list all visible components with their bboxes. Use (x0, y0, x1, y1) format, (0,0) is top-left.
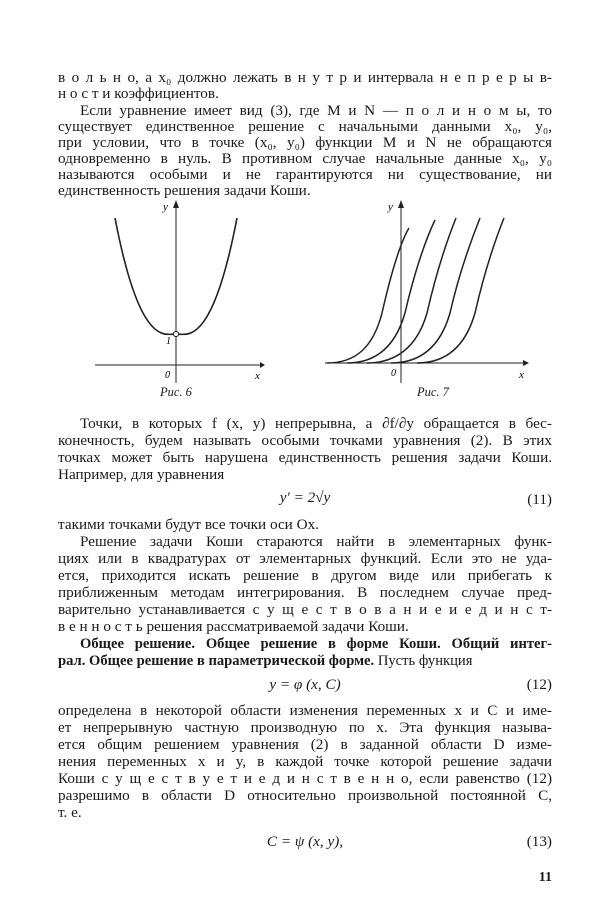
text-line: единственность решения задачи Коши. (58, 182, 311, 199)
text-line: варительно устанавливается с у щ е с т в о в а н и е и е д и н с т- (58, 601, 552, 618)
equation-number: (13) (526, 833, 552, 850)
text-line: нения переменных x и y, в каждой точке которой решение задачи (58, 753, 552, 770)
text-line: одновременно в нуль. В противном случае начальные данные x₀, y₀ (58, 150, 552, 167)
y-axis-label: y (163, 201, 168, 213)
y-axis-label: y (388, 201, 393, 213)
text-line: Точки, в которых f (x, y) непрерывна, а ∂f/∂y обращается в бес- (80, 415, 552, 432)
text-line: в о л ь н о, а x₀ должно лежать в н у т р и интервала н е п р е р ы в- (58, 69, 552, 86)
y-axis-arrow (398, 200, 404, 208)
text-line: Решение задачи Коши стараются найти в элементарных функ- (80, 533, 552, 550)
text-line: при условии, что в точке (x₀, y₀) функции M и N не обращаются (58, 134, 552, 151)
text-line: существует единственное решение с начальными данными x₀, y₀, (58, 118, 552, 135)
equation-12 (58, 676, 552, 696)
x-axis-arrow (260, 362, 265, 368)
equation-13 (58, 833, 552, 853)
section-heading-bold: рал. Общее решение в параметрической форме. (58, 653, 375, 669)
equation-text: C = ψ (x, y), (266, 833, 344, 850)
text-line: Коши с у щ е с т в у е т и е д и н с т в е н н о, если равенство (12) (58, 770, 552, 787)
text-line: такими точками будут все точки оси Ox. (58, 516, 319, 533)
text-line: Если уравнение имеет вид (3), где M и N — п о л и н о м ы, то (80, 102, 552, 119)
text-line: ется общим решением уравнения (2) в заданной области D изме- (58, 736, 552, 753)
figure-6-parabola (95, 198, 265, 383)
text-line: н о с т и коэффициентов. (58, 85, 219, 102)
solution-curve (367, 218, 456, 363)
section-heading: Общее решение. Общее решение в форме Коши. Общий интег- (80, 636, 552, 652)
y-axis-arrow (173, 200, 179, 208)
figure-7-curve-family (325, 198, 530, 383)
text-line: конечность, будем называть особыми точками уравнения (2). В этих (58, 432, 552, 449)
solution-curve (417, 218, 504, 363)
page-number: 11 (538, 870, 552, 885)
x-axis-label: x (255, 370, 260, 382)
equation-number: (11) (527, 491, 552, 508)
text-line: т. е. (58, 804, 82, 821)
equation-number: (12) (526, 676, 552, 693)
text-line: приближенным методам интегрирования. В последнем случае пред- (58, 584, 552, 601)
vertex-point (173, 331, 178, 336)
text-line: точках может быть нарушена единственность решения задачи Коши. (58, 449, 552, 466)
equation-text: y′ = 2√y (279, 489, 331, 506)
text-line: Например, для уравнения (58, 466, 225, 483)
origin-label: 0 (391, 368, 396, 379)
text-line: называются особыми и не гарантируются ни существование, ни (58, 166, 552, 183)
text-line: ет непрерывную частную производную по x. Эта функция называ- (58, 719, 552, 736)
solution-curve (347, 220, 435, 363)
figure-6-caption: Рис. 6 (160, 385, 192, 399)
text-line: разрешимо в области D относительно произвольной постоянной C, (58, 787, 552, 804)
solution-curve (391, 218, 480, 363)
text-line: циях или в квадратурах от элементарных функций. Если это не уда- (58, 550, 552, 567)
origin-label: 0 (165, 370, 170, 381)
equation-text: y = φ (x, C) (269, 676, 341, 693)
solution-curve (327, 228, 409, 363)
text-line: определена в некоторой области изменения переменных x и C и име- (58, 702, 552, 719)
x-axis-arrow (523, 360, 529, 366)
tick-label: 1 (166, 336, 171, 347)
figure-7-caption: Рис. 7 (417, 385, 449, 399)
section-heading-line2 (58, 653, 552, 669)
text-line: в е н н о с т ь решения рассматриваемой задачи Коши. (58, 618, 409, 635)
x-axis-label: x (519, 369, 524, 381)
text-line: ется, приходится искать решение в другом виде или прибегать к (58, 567, 552, 584)
equation-11 (58, 489, 552, 509)
section-heading-rest: Пусть функция (374, 653, 473, 669)
